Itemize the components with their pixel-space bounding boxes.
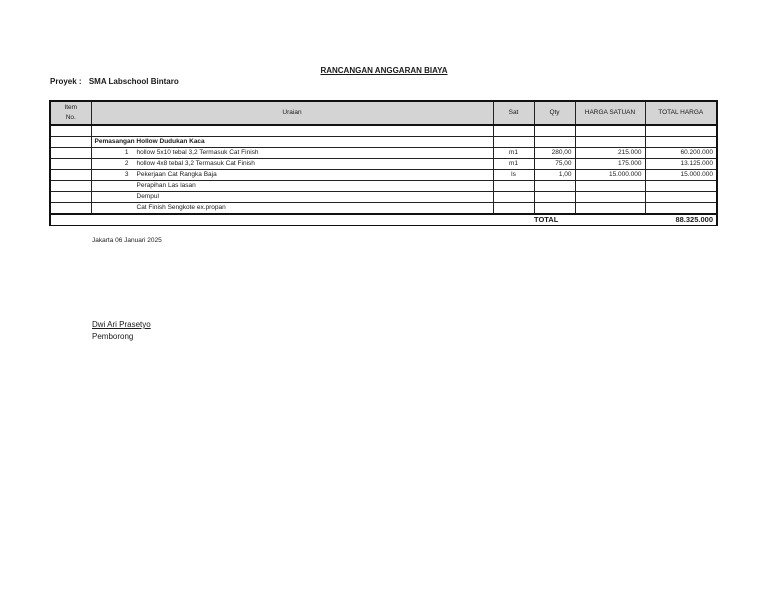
budget-table — [49, 100, 718, 226]
row-desc: hollow 5x10 tebal 3,2 Termasuk Cat Finish — [136, 149, 259, 156]
header-qty: Qty — [534, 101, 575, 125]
row-sat: m1 — [493, 159, 534, 170]
row-harga: 175.000 — [575, 159, 645, 170]
signer-role: Pemborong — [92, 332, 134, 341]
row-sat: m1 — [493, 148, 534, 159]
table-row — [50, 170, 717, 181]
header-item-line2: No. — [65, 114, 76, 121]
project-name: SMA Labschool Bintaro — [88, 77, 179, 86]
blank-row — [50, 125, 717, 137]
total-row — [50, 214, 717, 226]
table-row — [50, 148, 717, 159]
row-total: 15.000.000 — [645, 170, 717, 181]
row-total: 13.125.000 — [645, 159, 717, 170]
row-total: 60.200.000 — [645, 148, 717, 159]
row-desc-cell — [91, 148, 493, 159]
row-desc-cell — [91, 170, 493, 181]
section-title: Pemasangan Hollow Dudukan Kaca — [91, 137, 493, 148]
row-qty: 280,00 — [534, 148, 575, 159]
row-qty: 75,00 — [534, 159, 575, 170]
header-harga-satuan: HARGA SATUAN — [575, 101, 645, 125]
header-total-harga: TOTAL HARGA — [645, 101, 717, 125]
row-desc-cell — [91, 181, 493, 192]
signer-name: Dwi Ari Prasetyo — [92, 320, 151, 329]
row-desc-cell — [91, 192, 493, 203]
table-row — [50, 203, 717, 215]
project-line — [50, 77, 179, 86]
total-value: 88.325.000 — [645, 214, 717, 226]
row-desc: Dempul — [136, 193, 159, 200]
row-desc-cell — [91, 159, 493, 170]
row-qty: 1,00 — [534, 170, 575, 181]
row-no: 3 — [124, 171, 129, 178]
project-label: Proyek : — [50, 77, 82, 86]
row-no: 2 — [124, 160, 129, 167]
header-uraian: Uraian — [91, 101, 493, 125]
row-desc: hollow 4x8 tebal 3,2 Termasuk Cat Finish — [136, 160, 255, 167]
table-row — [50, 181, 717, 192]
table-row — [50, 159, 717, 170]
row-desc-cell — [91, 203, 493, 215]
document-title — [0, 66, 768, 75]
table-header-row — [50, 101, 717, 125]
header-item-no — [50, 101, 91, 125]
row-no: 1 — [124, 149, 129, 156]
row-sat: ls — [493, 170, 534, 181]
document-title-text: RANCANGAN ANGGARAN BIAYA — [320, 66, 448, 75]
table-row — [50, 192, 717, 203]
document-date: Jakarta 06 Januari 2025 — [92, 237, 162, 244]
row-desc: Perapihan Las lasan — [136, 182, 196, 189]
row-harga: 215.000 — [575, 148, 645, 159]
row-harga: 15.000.000 — [575, 170, 645, 181]
row-desc: Pekerjaan Cat Rangka Baja — [136, 171, 217, 178]
header-item-line1: Item — [64, 104, 78, 111]
total-label: TOTAL — [534, 214, 645, 226]
section-row — [50, 137, 717, 148]
header-sat: Sat — [493, 101, 534, 125]
row-desc: Cat Finish Sengkote ex.propan — [136, 204, 226, 211]
